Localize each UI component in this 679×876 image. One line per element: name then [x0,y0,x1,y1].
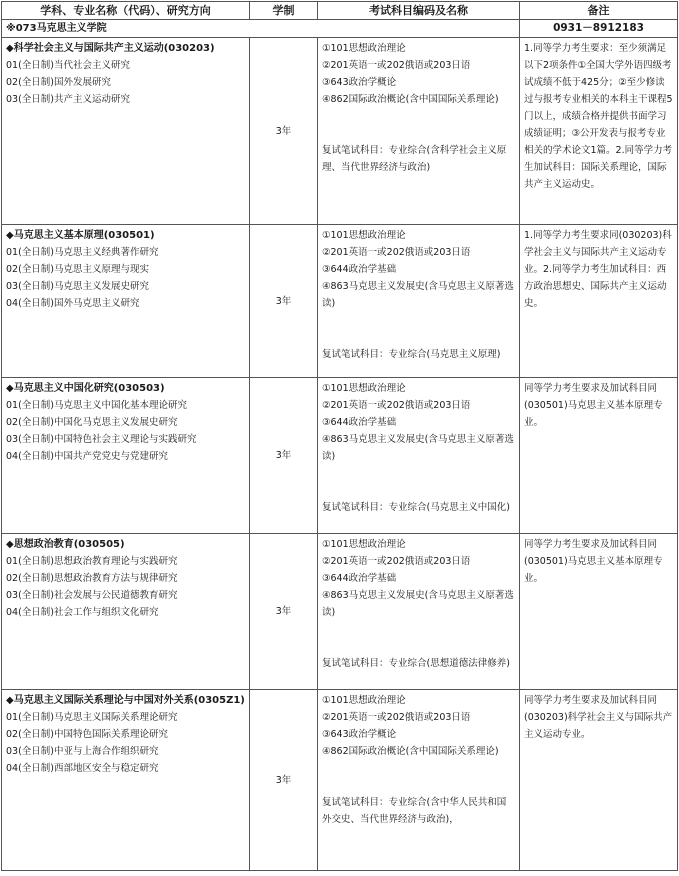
header-exams: 考试科目编码及名称 [318,2,520,20]
exam-subject: ①101思想政治理论 [322,539,406,550]
program-cell [2,225,250,378]
note-cell [520,534,678,690]
exam-subject: ④862国际政治概论(含中国国际关系理论) [322,94,499,105]
retest-subject: 复试笔试科目：专业综合(含中华人民共和国外交史、当代世界经济与政治)， [322,797,507,825]
direction-item: 02(全日制)思想政治教育方法与规律研究 [6,573,178,584]
exam-subject: ①101思想政治理论 [322,230,406,241]
note-cell [520,690,678,871]
direction-item: 01(全日制)马克思主义经典著作研究 [6,247,159,258]
retest-subject: 复试笔试科目：专业综合(思想道德法律修养) [322,658,510,669]
duration-cell: 3年 [250,38,318,225]
exam-subject: ④863马克思主义发展史(含马克思主义原著选读) [322,590,514,618]
exam-cell [318,534,520,690]
exam-subject: ①101思想政治理论 [322,43,406,54]
duration-cell: 3年 [250,690,318,871]
program-row [2,534,678,690]
direction-item: 02(全日制)马克思主义原理与现实 [6,264,150,275]
direction-item: 03(全日制)中亚与上海合作组织研究 [6,746,159,757]
note-text: 1.同等学力考生要求：至少须满足以下2项条件①全国大学外语四级考试成绩不低于425分；②至少修读过与报考专业相关的本科主干课程5门以上，成绩合格并提供书面学习成绩证明；③公开发表与报考专业相关的学术论文1篇。2.同等学力考生加试科目：国际关系理论，国际共产主义运动史。 [524,43,673,190]
note-text: 同等学力考生要求及加试科目同(030501)马克思主义基本原理专业。 [524,539,663,584]
college-phone: 0931－8912183 [520,20,678,38]
direction-item: 01(全日制)马克思主义国际关系理论研究 [6,712,178,723]
exam-subject: ④862国际政治概论(含中国国际关系理论) [322,746,499,757]
direction-item: 03(全日制)共产主义运动研究 [6,94,131,105]
header-notes: 备注 [520,2,678,20]
exam-subject: ②201英语一或202俄语或203日语 [322,60,471,71]
exam-subject: ①101思想政治理论 [322,383,406,394]
direction-item: 04(全日制)社会工作与组织文化研究 [6,607,159,618]
duration-cell: 3年 [250,225,318,378]
exam-cell [318,38,520,225]
retest-subject: 复试笔试科目：专业综合(含科学社会主义原理、当代世界经济与政治) [322,145,507,173]
retest-subject: 复试笔试科目：专业综合(马克思主义原理) [322,349,501,360]
exam-cell [318,225,520,378]
program-title: ◆马克思主义国际关系理论与中国对外关系(0305Z1) [6,695,245,706]
program-title: ◆马克思主义基本原理(030501) [6,230,155,241]
note-text: 1.同等学力考生要求同(030203)科学社会主义与国际共产主义运动专业。2.同等学力考生加试科目：西方政治思想史、国际共产主义运动史。 [524,230,672,309]
program-row [2,690,678,871]
program-cell [2,690,250,871]
direction-item: 03(全日制)中国特色社会主义理论与实践研究 [6,434,197,445]
catalog-table [1,1,678,871]
program-row [2,225,678,378]
direction-item: 03(全日制)社会发展与公民道德教育研究 [6,590,178,601]
exam-subject: ③644政治学基础 [322,264,397,275]
direction-item: 01(全日制)马克思主义中国化基本理论研究 [6,400,188,411]
note-cell [520,378,678,534]
direction-item: 01(全日制)思想政治教育理论与实践研究 [6,556,178,567]
direction-item: 02(全日制)国外发展研究 [6,77,112,88]
exam-subject: ②201英语一或202俄语或203日语 [322,712,471,723]
direction-item: 04(全日制)国外马克思主义研究 [6,298,140,309]
note-text: 同等学力考生要求及加试科目同(030203)科学社会主义与国际共产主义运动专业。 [524,695,673,740]
exam-subject: ③644政治学基础 [322,417,397,428]
header-program: 学科、专业名称（代码）、研究方向 [2,2,250,20]
program-title: ◆思想政治教育(030505) [6,539,125,550]
duration-cell: 3年 [250,378,318,534]
college-name: ※073马克思主义学院 [2,20,520,38]
header-duration: 学制 [250,2,318,20]
header-row [2,2,678,20]
direction-item: 04(全日制)中国共产党党史与党建研究 [6,451,169,462]
direction-item: 02(全日制)中国化马克思主义发展史研究 [6,417,178,428]
exam-subject: ②201英语一或202俄语或203日语 [322,247,471,258]
exam-subject: ③643政治学概论 [322,729,397,740]
exam-subject: ④863马克思主义发展史(含马克思主义原著选读) [322,281,514,309]
note-text: 同等学力考生要求及加试科目同(030501)马克思主义基本原理专业。 [524,383,663,428]
exam-subject: ③644政治学基础 [322,573,397,584]
direction-item: 02(全日制)中国特色国际关系理论研究 [6,729,169,740]
exam-subject: ②201英语一或202俄语或203日语 [322,556,471,567]
exam-subject: ③643政治学概论 [322,77,397,88]
duration-cell: 3年 [250,534,318,690]
note-cell [520,225,678,378]
retest-subject: 复试笔试科目：专业综合(马克思主义中国化) [322,502,510,513]
exam-subject: ②201英语一或202俄语或203日语 [322,400,471,411]
note-cell [520,38,678,225]
program-cell [2,38,250,225]
program-row [2,38,678,225]
college-row [2,20,678,38]
direction-item: 01(全日制)当代社会主义研究 [6,60,131,71]
exam-cell [318,378,520,534]
program-title: ◆马克思主义中国化研究(030503) [6,383,165,394]
program-cell [2,534,250,690]
direction-item: 04(全日制)西部地区安全与稳定研究 [6,763,159,774]
program-title: ◆科学社会主义与国际共产主义运动(030203) [6,43,215,54]
exam-subject: ①101思想政治理论 [322,695,406,706]
direction-item: 03(全日制)马克思主义发展史研究 [6,281,150,292]
exam-cell [318,690,520,871]
program-cell [2,378,250,534]
program-row [2,378,678,534]
exam-subject: ④863马克思主义发展史(含马克思主义原著选读) [322,434,514,462]
